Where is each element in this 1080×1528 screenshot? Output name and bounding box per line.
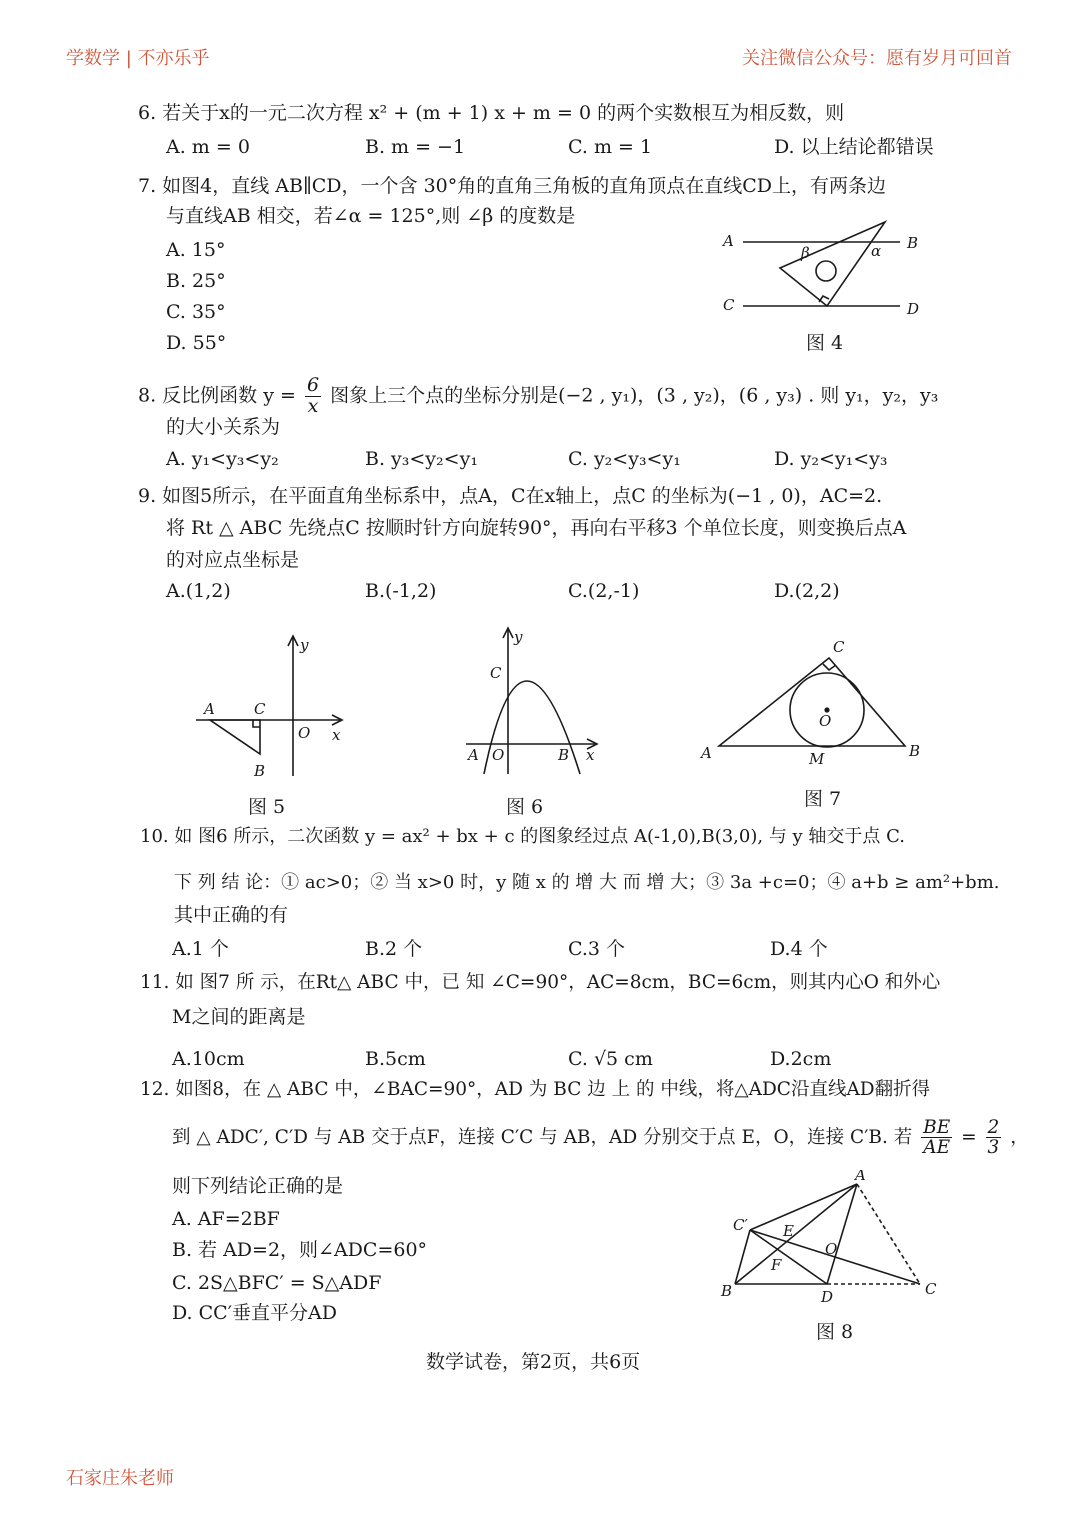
figure-7-caption: 图 7 <box>804 788 842 810</box>
q8-fraction-denominator: x <box>307 394 319 417</box>
label-a: A <box>723 232 734 250</box>
q12-stem-line1: 12. 如图8，在 △ ABC 中，∠BAC=90°，AD 为 BC 边 上 的 中线，将△ADC沿直线AD翻折得 <box>140 1079 931 1100</box>
q6-option-c: C. m = 1 <box>568 136 653 158</box>
q12-option-b: B. 若 AD=2，则∠ADC=60° <box>172 1239 428 1261</box>
label-y: y <box>514 628 523 646</box>
figure-8-caption: 图 8 <box>816 1321 854 1343</box>
q12-option-a: A. AF=2BF <box>172 1208 280 1230</box>
q12-fraction-be-ae <box>921 1118 952 1158</box>
figure-7 <box>695 634 930 774</box>
q8-option-b: B. y₃<y₂<y₁ <box>365 448 478 470</box>
label-x: x <box>332 726 341 744</box>
q11-option-d: D.2cm <box>770 1048 832 1070</box>
header-left: 学数学 | 不亦乐乎 <box>66 48 210 69</box>
label-a: A <box>204 700 215 718</box>
segment-ab <box>735 1184 857 1284</box>
q7-option-c: C. 35° <box>166 301 226 323</box>
label-c: C <box>254 700 266 718</box>
triangle-abc <box>719 658 905 746</box>
label-a: A <box>855 1170 866 1184</box>
q6-option-a: A. m = 0 <box>166 136 250 158</box>
label-beta: β <box>801 244 810 262</box>
right-angle-mark <box>819 296 829 302</box>
label-d: D <box>907 300 920 318</box>
q8-stem-line1 <box>138 376 938 417</box>
q10-option-d: D.4 个 <box>770 938 828 960</box>
label-e: E <box>783 1222 794 1240</box>
figure-8 <box>715 1170 945 1305</box>
label-y: y <box>300 636 309 654</box>
q12-stem-line2 <box>172 1118 1029 1158</box>
q10-option-a: A.1 个 <box>172 938 229 960</box>
label-m: M <box>809 750 825 768</box>
q12-stem-line3: 则下列结论正确的是 <box>172 1175 344 1197</box>
label-c-prime: C′ <box>733 1216 748 1234</box>
q12-stem-post: ， <box>1010 1126 1029 1148</box>
figure-5 <box>190 628 360 788</box>
q12-fraction2-numerator: 2 <box>987 1117 1000 1138</box>
q8-fraction <box>305 376 321 417</box>
label-o: O <box>298 724 311 742</box>
q9-option-a: A.(1,2) <box>166 580 231 602</box>
q11-option-b: B.5cm <box>365 1048 426 1070</box>
label-b: B <box>909 742 921 760</box>
figure-4-caption: 图 4 <box>806 332 844 354</box>
figure-6 <box>460 624 605 779</box>
label-c: C <box>490 664 502 682</box>
q7-option-a: A. 15° <box>166 239 226 261</box>
q8-option-a: A. y₁<y₃<y₂ <box>166 448 279 470</box>
q8-stem-line2: 的大小关系为 <box>166 416 281 438</box>
q12-fraction2-denominator: 3 <box>987 1137 1000 1159</box>
segment-c-prime-b <box>735 1230 750 1284</box>
q12-fraction-2-3 <box>986 1118 1002 1158</box>
q10-stem-line1: 10. 如 图6 所示，二次函数 y = ax² + bx + c 的图象经过点 A(-1,0),B(3,0), 与 y 轴交于点 C. <box>140 826 906 847</box>
q10-stem-line3: 其中正确的有 <box>174 904 289 926</box>
ruler-hole <box>816 261 836 281</box>
label-b: B <box>721 1282 733 1300</box>
q7-stem-line1: 7. 如图4，直线 AB∥CD，一个含 30°角的直角三角板的直角顶点在直线CD上，有两条边 <box>138 175 887 197</box>
label-c: C <box>723 296 735 314</box>
q7-stem-line2: 与直线AB 相交，若∠α = 125°,则 ∠β 的度数是 <box>166 205 576 227</box>
q7-option-b: B. 25° <box>166 270 226 292</box>
label-alpha: α <box>871 242 882 260</box>
label-f: F <box>771 1256 782 1274</box>
label-c: C <box>925 1280 937 1298</box>
q12-equals: = <box>961 1126 977 1148</box>
segment-ac <box>857 1184 920 1284</box>
q12-fraction1-denominator: AE <box>923 1137 951 1159</box>
q11-option-c: C. √5 cm <box>568 1048 653 1070</box>
figure-4 <box>715 218 935 328</box>
q6-option-b: B. m = −1 <box>365 136 466 158</box>
label-o: O <box>492 746 505 764</box>
right-angle-mark <box>253 720 260 727</box>
label-c: C <box>833 638 845 656</box>
label-a: A <box>701 744 712 762</box>
segment-ad <box>827 1184 857 1284</box>
q8-fraction-numerator: 6 <box>306 374 320 396</box>
label-d: D <box>821 1288 834 1305</box>
q8-stem-pre: 8. 反比例函数 y = <box>138 384 296 407</box>
q12-option-c: C. 2S△BFC′ = S△ADF <box>172 1272 382 1294</box>
q6-option-d: D. 以上结论都错误 <box>774 136 934 158</box>
q10-option-b: B.2 个 <box>365 938 423 960</box>
q6-stem: 6. 若关于x的一元二次方程 x² + (m + 1) x + m = 0 的两个实数根互为相反数，则 <box>138 102 845 124</box>
header-right: 关注微信公众号：愿有岁月可回首 <box>742 48 1012 69</box>
label-x: x <box>586 746 595 764</box>
q9-option-c: C.(2,-1) <box>568 580 640 602</box>
q12-option-d: D. CC′垂直平分AD <box>172 1302 337 1324</box>
q12-stem-pre: 到 △ ADC′, C′D 与 AB 交于点F，连接 C′C 与 AB，AD 分别交于点 E，O，连接 C′B. 若 <box>172 1126 913 1148</box>
label-b: B <box>558 746 570 764</box>
q11-option-a: A.10cm <box>172 1048 245 1070</box>
q12-fraction1-numerator: BE <box>923 1117 951 1138</box>
label-o: O <box>819 712 832 730</box>
q11-stem-line2: M之间的距离是 <box>172 1006 306 1028</box>
q10-stem-line2: 下 列 结 论：① ac>0；② 当 x>0 时，y 随 x 的 增 大 而 增 大；③ 3a +c=0；④ a+b ≥ am²+bm. <box>174 872 1000 893</box>
label-b: B <box>254 762 266 780</box>
segment-ac-prime <box>750 1184 857 1230</box>
q8-stem-post: 图象上三个点的坐标分别是(−2 , y₁)，(3 , y₂)，(6 , y₃) . 则 y₁，y₂，y₃ <box>330 384 939 407</box>
author-credit: 石家庄朱老师 <box>66 1468 174 1489</box>
q9-stem-line3: 的对应点坐标是 <box>166 549 300 571</box>
q10-option-c: C.3 个 <box>568 938 626 960</box>
q9-stem-line1: 9. 如图5所示，在平面直角坐标系中，点A，C在x轴上，点C 的坐标为(−1 , 0)，AC=2. <box>138 485 883 507</box>
q8-option-c: C. y₂<y₃<y₁ <box>568 448 681 470</box>
page-number: 数学试卷，第2页，共6页 <box>426 1351 641 1373</box>
figure-5-caption: 图 5 <box>248 796 286 818</box>
q11-stem-line1: 11. 如 图7 所 示，在Rt△ ABC 中，已 知 ∠C=90°，AC=8cm，BC=6cm，则其内心O 和外心 <box>140 972 941 993</box>
label-o: O <box>825 1240 838 1258</box>
label-a: A <box>468 746 479 764</box>
q7-option-d: D. 55° <box>166 332 227 354</box>
label-b: B <box>907 234 919 252</box>
q9-option-d: D.(2,2) <box>774 580 840 602</box>
q8-option-d: D. y₂<y₁<y₃ <box>774 448 888 470</box>
q9-option-b: B.(-1,2) <box>365 580 437 602</box>
q9-stem-line2: 将 Rt △ ABC 先绕点C 按顺时针方向旋转90°，再向右平移3 个单位长度，则变换后点A <box>166 517 907 539</box>
figure-6-caption: 图 6 <box>506 796 544 818</box>
